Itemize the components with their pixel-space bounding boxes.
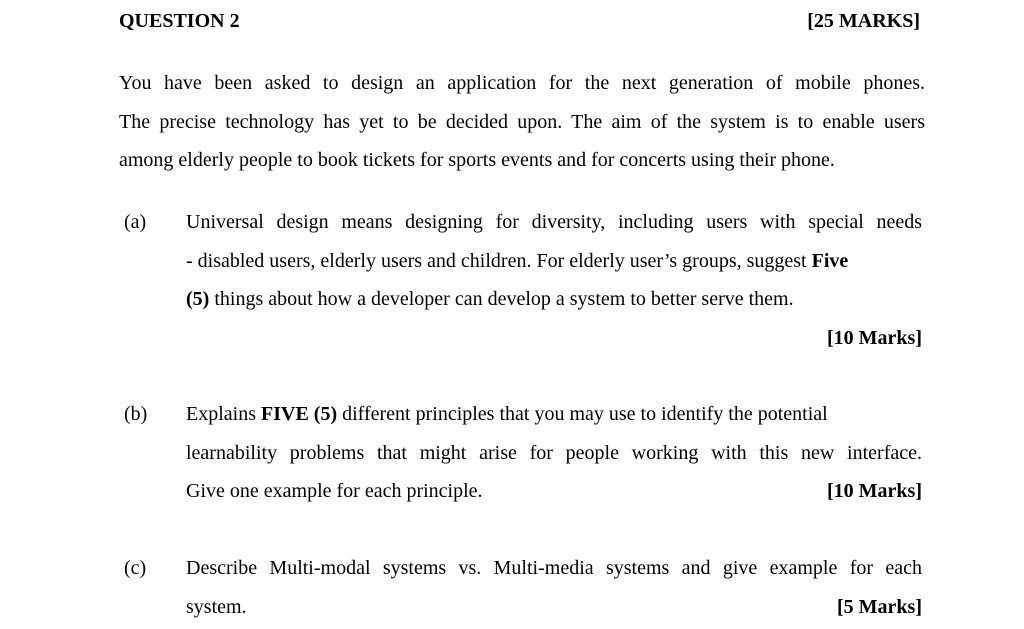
part-a-marks-line <box>186 319 922 358</box>
intro-line: among elderly people to book tickets for sports events and for concerts using their phone. <box>119 149 835 172</box>
part-b-emphasis: FIVE (5) <box>261 403 338 425</box>
question-intro <box>119 64 925 180</box>
part-a <box>124 203 924 363</box>
part-b <box>124 395 924 515</box>
part-a-emphasis: (5) <box>186 288 210 311</box>
part-a-text: things about how a developer can develop a system to better serve them. <box>209 288 794 311</box>
part-c-body <box>186 549 922 626</box>
intro-line: You have been asked to design an application for the next generation of mobile phones. <box>119 72 925 94</box>
part-b-marks: [10 Marks] <box>827 480 922 503</box>
part-c-marks: [5 Marks] <box>837 595 922 618</box>
part-a-line: Universal design means designing for diversity, including users with special needs <box>186 211 922 233</box>
question-total-marks: [25 MARKS] <box>807 10 920 32</box>
part-b-body <box>186 395 922 511</box>
part-c-line <box>186 588 922 627</box>
part-b-text: Explains <box>186 403 261 425</box>
part-b-label: (b) <box>124 403 148 425</box>
part-a-label: (a) <box>124 211 147 233</box>
intro-line: The precise technology has yet to be decided upon. The aim of the system is to enable users <box>119 110 925 133</box>
question-title: QUESTION 2 <box>119 10 240 32</box>
part-c <box>124 549 924 629</box>
part-c-label: (c) <box>124 557 147 579</box>
part-a-body <box>186 203 922 357</box>
part-b-text: different principles that you may use to identify the potential <box>337 403 828 425</box>
part-a-text: - disabled users, elderly users and children. For elderly user’s groups, suggest <box>186 249 812 272</box>
part-a-emphasis: Five <box>811 249 849 272</box>
part-b-text: Give one example for each principle. <box>186 480 483 503</box>
part-b-line <box>186 472 922 511</box>
part-a-line <box>186 242 922 281</box>
part-a-marks: [10 Marks] <box>827 326 922 349</box>
part-c-text: system. <box>186 595 247 618</box>
part-b-line: learnability problems that might arise for people working with this new interface. <box>186 441 922 464</box>
part-c-line: Describe Multi-modal systems vs. Multi-media systems and give example for each <box>186 557 922 579</box>
part-b-line <box>186 395 922 434</box>
part-a-line <box>186 280 922 319</box>
